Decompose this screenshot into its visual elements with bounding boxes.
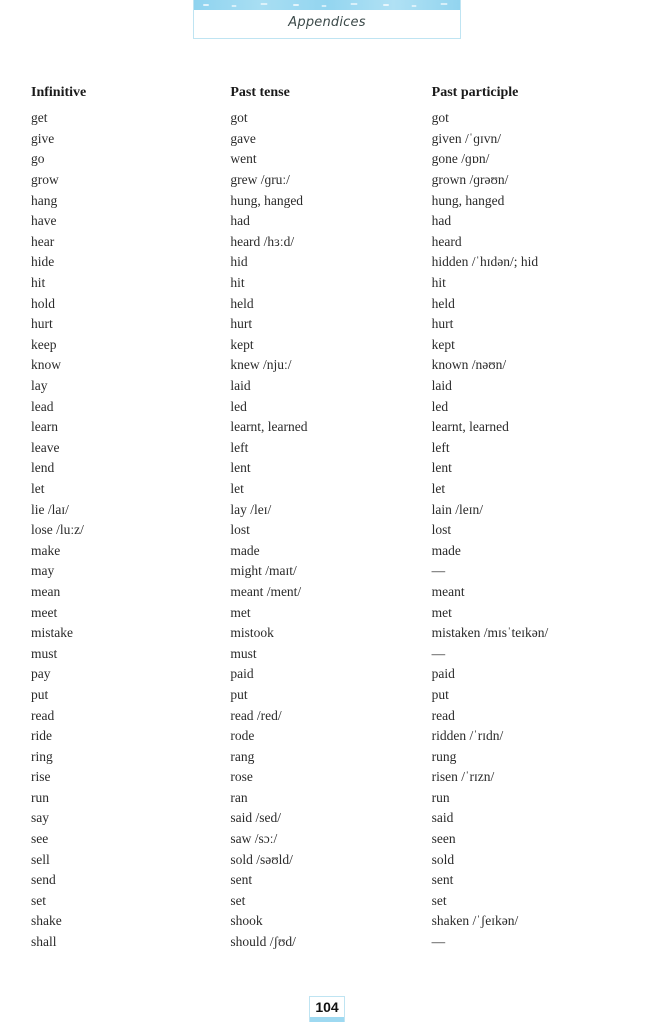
infinitive-cell: make xyxy=(31,542,61,558)
table-row xyxy=(31,767,631,788)
past-tense-cell: heard /hɜːd/ xyxy=(230,233,295,249)
past-tense-cell: should /ʃʊd/ xyxy=(230,934,296,950)
infinitive-cell: hit xyxy=(31,275,46,291)
table-row xyxy=(31,685,631,706)
past-participle-cell: — xyxy=(431,645,446,661)
infinitive-cell: must xyxy=(31,645,58,661)
past-participle-cell: met xyxy=(431,604,452,620)
infinitive-cell: keep xyxy=(31,336,57,352)
past-participle-cell: set xyxy=(431,892,447,908)
past-tense-cell: held xyxy=(230,295,254,311)
table-row xyxy=(31,108,631,129)
infinitive-cell: may xyxy=(31,563,55,579)
table-row xyxy=(31,355,631,376)
table-row xyxy=(31,273,631,294)
infinitive-cell: send xyxy=(31,872,56,888)
table-row xyxy=(31,829,631,850)
past-participle-cell: laid xyxy=(431,378,452,394)
section-title: Appendices xyxy=(288,15,366,30)
past-participle-cell: shaken /ˈʃeɪkən/ xyxy=(431,913,519,929)
table-row xyxy=(31,458,631,479)
column-header-past-participle: Past participle xyxy=(431,85,519,100)
past-tense-cell: lay /leɪ/ xyxy=(230,501,272,517)
table-row xyxy=(31,891,631,912)
table-row xyxy=(31,479,631,500)
past-tense-cell: hit xyxy=(230,275,245,291)
past-tense-cell: ran xyxy=(230,789,248,805)
table-body xyxy=(31,108,631,952)
table-row xyxy=(31,808,631,829)
past-tense-cell: sold /səʊld/ xyxy=(230,851,293,867)
table-row xyxy=(31,149,631,170)
past-tense-cell: lent xyxy=(230,460,251,476)
past-participle-cell: said xyxy=(431,810,454,826)
table-row xyxy=(31,849,631,870)
table-row xyxy=(31,499,631,520)
table-row xyxy=(31,582,631,603)
table-row xyxy=(31,643,631,664)
table-row xyxy=(31,520,631,541)
table-row xyxy=(31,314,631,335)
past-participle-cell: mistaken /mɪsˈteɪkən/ xyxy=(431,625,549,641)
infinitive-cell: hurt xyxy=(31,316,53,332)
infinitive-cell: give xyxy=(31,130,55,146)
past-tense-cell: went xyxy=(230,151,257,167)
infinitive-cell: shake xyxy=(31,913,62,929)
infinitive-cell: meet xyxy=(31,604,58,620)
decorative-water-band xyxy=(194,0,460,10)
table-row xyxy=(31,232,631,253)
past-participle-cell: known /nəʊn/ xyxy=(431,357,507,373)
past-tense-cell: meant /ment/ xyxy=(230,583,302,599)
infinitive-cell: go xyxy=(31,151,45,167)
past-participle-cell: lost xyxy=(431,522,452,538)
past-participle-cell: risen /ˈrɪzn/ xyxy=(431,769,495,785)
past-participle-cell: put xyxy=(431,686,449,702)
past-tense-cell: got xyxy=(230,110,248,126)
past-participle-cell: seen xyxy=(431,831,456,847)
table-row xyxy=(31,602,631,623)
past-participle-cell: let xyxy=(431,480,446,496)
past-participle-cell: — xyxy=(431,563,446,579)
past-tense-cell: hurt xyxy=(230,316,253,332)
past-tense-cell: shook xyxy=(230,913,263,929)
page-number: 104 xyxy=(315,999,339,1015)
past-participle-cell: sent xyxy=(431,872,454,888)
past-participle-cell: hit xyxy=(431,275,446,291)
past-tense-cell: led xyxy=(230,398,247,414)
infinitive-cell: hold xyxy=(31,295,56,311)
past-participle-cell: led xyxy=(431,398,449,414)
past-participle-cell: hidden /ˈhɪdən/; hid xyxy=(431,254,539,270)
table-row xyxy=(31,911,631,932)
past-tense-cell: hid xyxy=(230,254,248,270)
table-row xyxy=(31,561,631,582)
table-row xyxy=(31,746,631,767)
past-tense-cell: must xyxy=(230,645,257,661)
past-tense-cell: learnt, learned xyxy=(230,419,308,435)
table-row xyxy=(31,870,631,891)
irregular-verbs-table xyxy=(31,82,631,952)
past-tense-cell: might /maɪt/ xyxy=(230,563,297,579)
table-row xyxy=(31,396,631,417)
past-participle-cell: paid xyxy=(431,666,455,682)
column-header-infinitive: Infinitive xyxy=(31,85,87,100)
past-tense-cell: made xyxy=(230,542,260,558)
past-participle-cell: rung xyxy=(431,748,457,764)
past-participle-cell: lain /leɪn/ xyxy=(431,501,484,517)
table-row xyxy=(31,129,631,150)
page-number-box xyxy=(309,996,345,1022)
infinitive-cell: put xyxy=(31,686,49,702)
page-number-band xyxy=(310,1017,344,1022)
infinitive-cell: lie /laɪ/ xyxy=(31,501,69,517)
table-row xyxy=(31,932,631,953)
table-row xyxy=(31,726,631,747)
table-row xyxy=(31,335,631,356)
table-row xyxy=(31,540,631,561)
table-row xyxy=(31,211,631,232)
table-row xyxy=(31,664,631,685)
past-tense-cell: rang xyxy=(230,748,255,764)
past-tense-cell: saw /sɔː/ xyxy=(230,831,278,847)
infinitive-cell: let xyxy=(31,480,45,496)
past-participle-cell: hurt xyxy=(431,316,454,332)
column-header-past-tense: Past tense xyxy=(230,85,290,100)
past-tense-cell: gave xyxy=(230,130,256,146)
past-tense-cell: lost xyxy=(230,522,250,538)
past-tense-cell: set xyxy=(230,892,246,908)
past-participle-cell: got xyxy=(431,110,449,126)
past-tense-cell: mistook xyxy=(230,625,274,641)
table-row xyxy=(31,417,631,438)
past-participle-cell: heard xyxy=(431,233,462,249)
past-participle-cell: run xyxy=(431,789,450,805)
past-tense-cell: put xyxy=(230,686,248,702)
past-participle-cell: held xyxy=(431,295,455,311)
infinitive-cell: get xyxy=(31,110,48,126)
past-participle-cell: read xyxy=(431,707,455,723)
past-tense-cell: sent xyxy=(230,872,253,888)
past-participle-cell: hung, hanged xyxy=(431,192,505,208)
past-participle-cell: had xyxy=(431,213,452,229)
infinitive-cell: see xyxy=(31,831,49,847)
table-row xyxy=(31,705,631,726)
past-tense-cell: rose xyxy=(230,769,253,785)
past-tense-cell: left xyxy=(230,439,249,455)
past-tense-cell: knew /njuː/ xyxy=(230,357,292,373)
past-tense-cell: kept xyxy=(230,336,254,352)
table-row xyxy=(31,170,631,191)
past-participle-cell: ridden /ˈrɪdn/ xyxy=(431,728,504,744)
past-tense-cell: paid xyxy=(230,666,254,682)
table-row xyxy=(31,438,631,459)
infinitive-cell: say xyxy=(31,810,49,826)
infinitive-cell: have xyxy=(31,213,57,229)
infinitive-cell: pay xyxy=(31,666,51,682)
infinitive-cell: set xyxy=(31,892,46,908)
infinitive-cell: lay xyxy=(31,378,48,394)
past-participle-cell: sold xyxy=(431,851,455,867)
past-participle-cell: learnt, learned xyxy=(431,419,509,435)
past-participle-cell: grown /ɡrəʊn/ xyxy=(431,172,509,188)
infinitive-cell: sell xyxy=(31,851,50,867)
table-row xyxy=(31,376,631,397)
infinitive-cell: learn xyxy=(31,419,58,435)
past-participle-cell: left xyxy=(431,439,450,455)
infinitive-cell: hear xyxy=(31,233,55,249)
table-row xyxy=(31,252,631,273)
table-row xyxy=(31,190,631,211)
table-row xyxy=(31,788,631,809)
infinitive-cell: lend xyxy=(31,460,55,476)
past-participle-cell: lent xyxy=(431,460,452,476)
infinitive-cell: ride xyxy=(31,728,52,744)
infinitive-cell: lead xyxy=(31,398,54,414)
infinitive-cell: mistake xyxy=(31,625,73,641)
infinitive-cell: mean xyxy=(31,583,61,599)
infinitive-cell: leave xyxy=(31,439,60,455)
table-header-row xyxy=(31,82,631,104)
past-tense-cell: rode xyxy=(230,728,255,744)
past-tense-cell: grew /ɡruː/ xyxy=(230,172,290,188)
past-participle-cell: meant xyxy=(431,583,465,599)
past-participle-cell: — xyxy=(431,934,446,950)
infinitive-cell: lose /luːz/ xyxy=(31,522,84,538)
infinitive-cell: run xyxy=(31,789,49,805)
past-tense-cell: laid xyxy=(230,378,251,394)
section-header-tab xyxy=(193,0,461,39)
infinitive-cell: hang xyxy=(31,192,58,208)
infinitive-cell: read xyxy=(31,707,55,723)
past-tense-cell: had xyxy=(230,213,250,229)
infinitive-cell: grow xyxy=(31,172,59,188)
past-tense-cell: said /sed/ xyxy=(230,810,281,826)
past-tense-cell: met xyxy=(230,604,251,620)
past-participle-cell: kept xyxy=(431,336,455,352)
infinitive-cell: ring xyxy=(31,748,53,764)
past-participle-cell: gone /ɡɒn/ xyxy=(431,151,490,167)
infinitive-cell: rise xyxy=(31,769,51,785)
infinitive-cell: shall xyxy=(31,934,57,950)
infinitive-cell: know xyxy=(31,357,61,373)
table-row xyxy=(31,623,631,644)
past-participle-cell: given /ˈɡɪvn/ xyxy=(431,130,502,146)
table-row xyxy=(31,293,631,314)
past-participle-cell: made xyxy=(431,542,461,558)
past-tense-cell: let xyxy=(230,480,244,496)
past-tense-cell: hung, hanged xyxy=(230,192,304,208)
past-tense-cell: read /red/ xyxy=(230,707,282,723)
infinitive-cell: hide xyxy=(31,254,55,270)
